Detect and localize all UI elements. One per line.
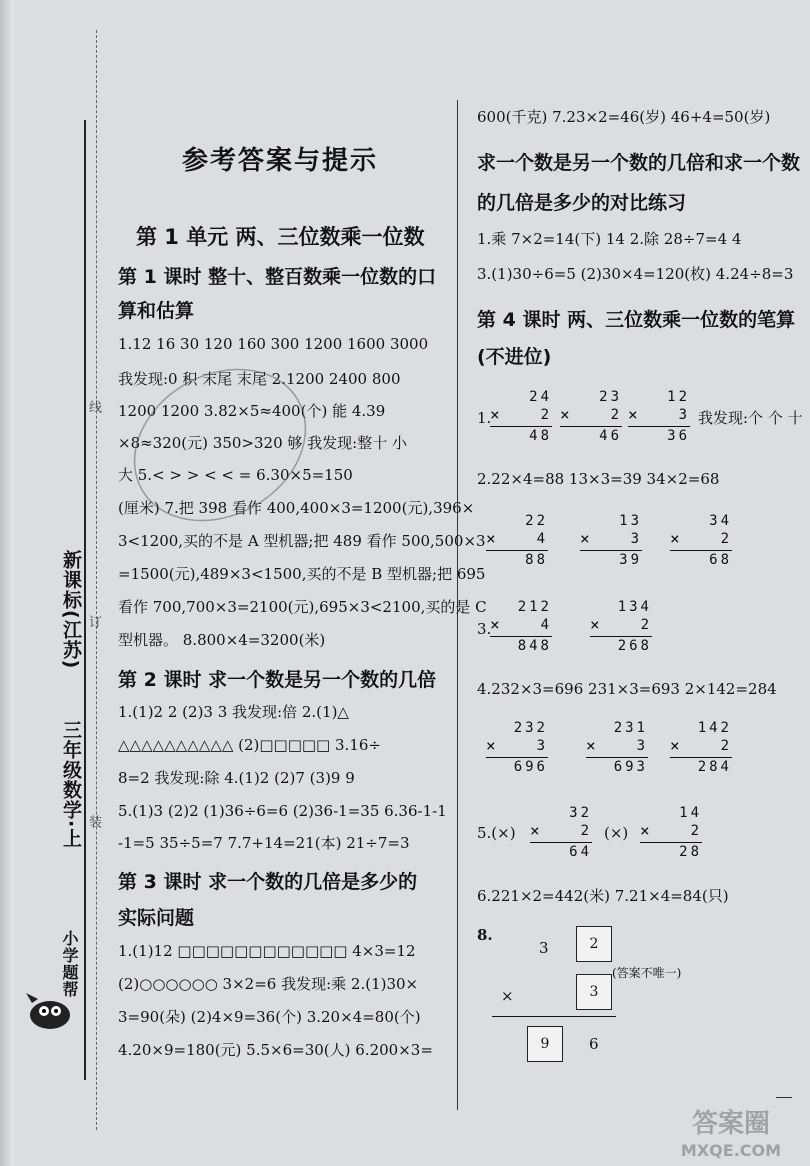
cut-mark-pack: 装: [86, 815, 101, 828]
mult-result: 88: [486, 550, 548, 569]
mult-factor: 2: [720, 738, 732, 754]
mult-top: 12: [667, 389, 690, 405]
times-sign: ×: [670, 529, 683, 548]
grade-label: 三年级数学·上: [60, 720, 82, 849]
answer-line: 大 5.< > > < < = 6.30×5=150: [118, 466, 353, 484]
vertical-multiplication: [560, 388, 622, 445]
contrast-heading-cont: 的几倍是多少的对比练习: [477, 192, 687, 214]
mascot-icon: [22, 985, 82, 1035]
mult-top: 32: [569, 805, 592, 821]
q1-observation: 我发现:个 个 十: [698, 409, 803, 427]
mult-top: 212: [517, 599, 552, 615]
answer-line: 3=90(朵) (2)4×9=36(个) 3.20×4=80(个): [118, 1008, 421, 1026]
mult-result: 284: [670, 757, 732, 776]
times-sign: ×: [590, 615, 603, 634]
times-sign: ×: [640, 821, 653, 840]
mult-top: 23: [599, 389, 622, 405]
series-label: 新课标(江苏): [60, 550, 82, 670]
mult-top: 232: [513, 720, 548, 736]
answer-line: (2)○○○○○○ 3×2=6 我发现:乘 2.(1)30×: [118, 975, 419, 993]
vertical-multiplication: [590, 598, 652, 655]
answer-line: 1.(1)2 2 (2)3 3 我发现:倍 2.(1)△: [118, 703, 349, 721]
q5-mark: (×): [604, 824, 629, 842]
mult-factor: 2: [580, 823, 592, 839]
q8-box-top: 2: [576, 926, 612, 962]
mult-top: 134: [617, 599, 652, 615]
vertical-multiplication: [490, 388, 552, 445]
mult-result: 64: [530, 842, 592, 861]
mult-factor: 4: [536, 531, 548, 547]
mult-result: 696: [486, 757, 548, 776]
mult-result: 28: [640, 842, 702, 861]
answer-line: -1=5 35÷5=7 7.7+14=21(本) 21÷7=3: [118, 834, 410, 852]
q5-label: 5.(×): [477, 824, 516, 842]
answer-line: 6.221×2=442(米) 7.21×4=84(只): [477, 887, 729, 905]
answer-line: =1500(元),489×3<1500,买的不是 B 型机器;把 695: [118, 565, 486, 583]
times-sign: ×: [586, 736, 599, 755]
answer-line: ×8≈320(元) 350>320 够 我发现:整十 小: [118, 434, 407, 452]
svg-text:答案圈: 答案圈: [691, 1109, 771, 1139]
answer-line: 我发现:0 积 末尾 末尾 2.1200 2400 800: [118, 370, 401, 388]
times-sign: ×: [490, 405, 503, 424]
lesson4-heading-cont: (不进位): [477, 346, 552, 368]
times-sign: ×: [580, 529, 593, 548]
mult-factor: 4: [540, 617, 552, 633]
mult-factor: 3: [630, 531, 642, 547]
answer-line: 4.20×9=180(元) 5.5×6=30(人) 6.200×3=: [118, 1041, 433, 1059]
mult-result: 39: [580, 550, 642, 569]
mult-top: 34: [709, 513, 732, 529]
vertical-multiplication: [486, 512, 548, 569]
vertical-multiplication: [628, 388, 690, 445]
times-sign: ×: [560, 405, 573, 424]
mult-factor: 3: [678, 407, 690, 423]
unit-heading: 第 1 单元 两、三位数乘一位数: [136, 225, 425, 249]
answer-line: 5.(1)3 (2)2 (1)36÷6=6 (2)36-1=35 6.36-1-1: [118, 802, 447, 820]
mult-result: 848: [490, 636, 552, 655]
mult-result: 46: [560, 426, 622, 445]
mult-result: 36: [628, 426, 690, 445]
q8-label: 8.: [477, 926, 493, 944]
answer-line: 2.22×4=88 13×3=39 34×2=68: [477, 470, 720, 488]
page-title: 参考答案与提示: [182, 146, 379, 176]
q8-digit: 3: [539, 939, 549, 957]
vertical-multiplication: [490, 598, 552, 655]
page-edge: [0, 0, 14, 1166]
answer-line: 3.(1)30÷6=5 (2)30×4=120(枚) 4.24÷8=3: [477, 265, 794, 283]
mult-factor: 2: [720, 531, 732, 547]
mult-top: 142: [697, 720, 732, 736]
watermark-stamp: [120, 360, 320, 530]
times-sign: ×: [490, 615, 503, 634]
answer-line: 4.232×3=696 231×3=693 2×142=284: [477, 680, 777, 698]
cut-mark-bind: 订: [86, 615, 101, 628]
lesson1-heading-cont: 算和估算: [118, 300, 195, 322]
lesson3-heading-cont: 实际问题: [118, 907, 195, 929]
q8-note: (答案不唯一): [612, 966, 682, 980]
q8-times-sign: ×: [501, 987, 514, 1005]
mult-factor: 2: [610, 407, 622, 423]
lesson1-heading: 第 1 课时 整十、整百数乘一位数的口: [118, 266, 437, 288]
page-corner-mark: [776, 1097, 792, 1098]
mult-factor: 2: [640, 617, 652, 633]
answer-line: △△△△△△△△△△ (2)□□□□□ 3.16÷: [118, 736, 381, 754]
q8-digit-result: 6: [589, 1035, 599, 1053]
mult-factor: 2: [690, 823, 702, 839]
q1-label: 1.: [477, 409, 492, 427]
times-sign: ×: [628, 405, 641, 424]
answer-line: (厘米) 7.把 398 看作 400,400×3=1200(元),396×: [118, 499, 475, 517]
q3-label: 3.: [477, 620, 492, 638]
answer-line: 1.(1)12 □□□□□□□□□□□□ 4×3=12: [118, 942, 416, 960]
vertical-multiplication: [586, 719, 648, 776]
vertical-multiplication: [530, 804, 592, 861]
times-sign: ×: [530, 821, 543, 840]
answer-line: 型机器。 8.800×4=3200(米): [118, 631, 326, 649]
q8-rule: [492, 1016, 616, 1017]
mult-result: 48: [490, 426, 552, 445]
answer-line: 600(千克) 7.23×2=46(岁) 46+4=50(岁): [477, 108, 771, 126]
mult-top: 14: [679, 805, 702, 821]
lesson3-heading: 第 3 课时 求一个数的几倍是多少的: [118, 871, 418, 893]
answer-site-logo: [656, 1102, 806, 1162]
vertical-multiplication: [640, 804, 702, 861]
answer-line: 1200 1200 3.82×5≈400(个) 能 4.39: [118, 402, 386, 420]
svg-text:MXQE.COM: MXQE.COM: [680, 1141, 782, 1160]
contrast-heading: 求一个数是另一个数的几倍和求一个数: [477, 152, 801, 174]
answer-line: 8=2 我发现:除 4.(1)2 (2)7 (3)9 9: [118, 769, 355, 787]
times-sign: ×: [486, 529, 499, 548]
times-sign: ×: [486, 736, 499, 755]
answer-line: 1.乘 7×2=14(下) 14 2.除 28÷7=4 4: [477, 230, 742, 248]
cut-mark-line: 线: [86, 400, 101, 413]
times-sign: ×: [670, 736, 683, 755]
vertical-multiplication: [670, 719, 732, 776]
lesson2-heading: 第 2 课时 求一个数是另一个数的几倍: [118, 669, 437, 691]
mult-factor: 3: [536, 738, 548, 754]
mult-result: 68: [670, 550, 732, 569]
answer-line: 3<1200,买的不是 A 型机器;把 489 看作 500,500×3: [118, 532, 486, 550]
mult-factor: 2: [540, 407, 552, 423]
answer-line: 看作 700,700×3=2100(元),695×3<2100,买的是 C: [118, 598, 487, 616]
lesson4-heading: 第 4 课时 两、三位数乘一位数的笔算: [477, 309, 796, 331]
vertical-multiplication: [580, 512, 642, 569]
q8-box-result: 9: [527, 1026, 563, 1062]
binding-margin: [14, 30, 97, 1130]
mult-result: 268: [590, 636, 652, 655]
mult-top: 13: [619, 513, 642, 529]
mult-result: 693: [586, 757, 648, 776]
vertical-multiplication: [486, 719, 548, 776]
mult-factor: 3: [636, 738, 648, 754]
mult-top: 231: [613, 720, 648, 736]
vertical-multiplication: [670, 512, 732, 569]
mult-top: 24: [529, 389, 552, 405]
mult-top: 22: [525, 513, 548, 529]
q8-box-mid: 3: [576, 974, 612, 1010]
answer-line: 1.12 16 30 120 160 300 1200 1600 3000: [118, 335, 429, 353]
brand-label: 小学题帮: [60, 930, 79, 998]
